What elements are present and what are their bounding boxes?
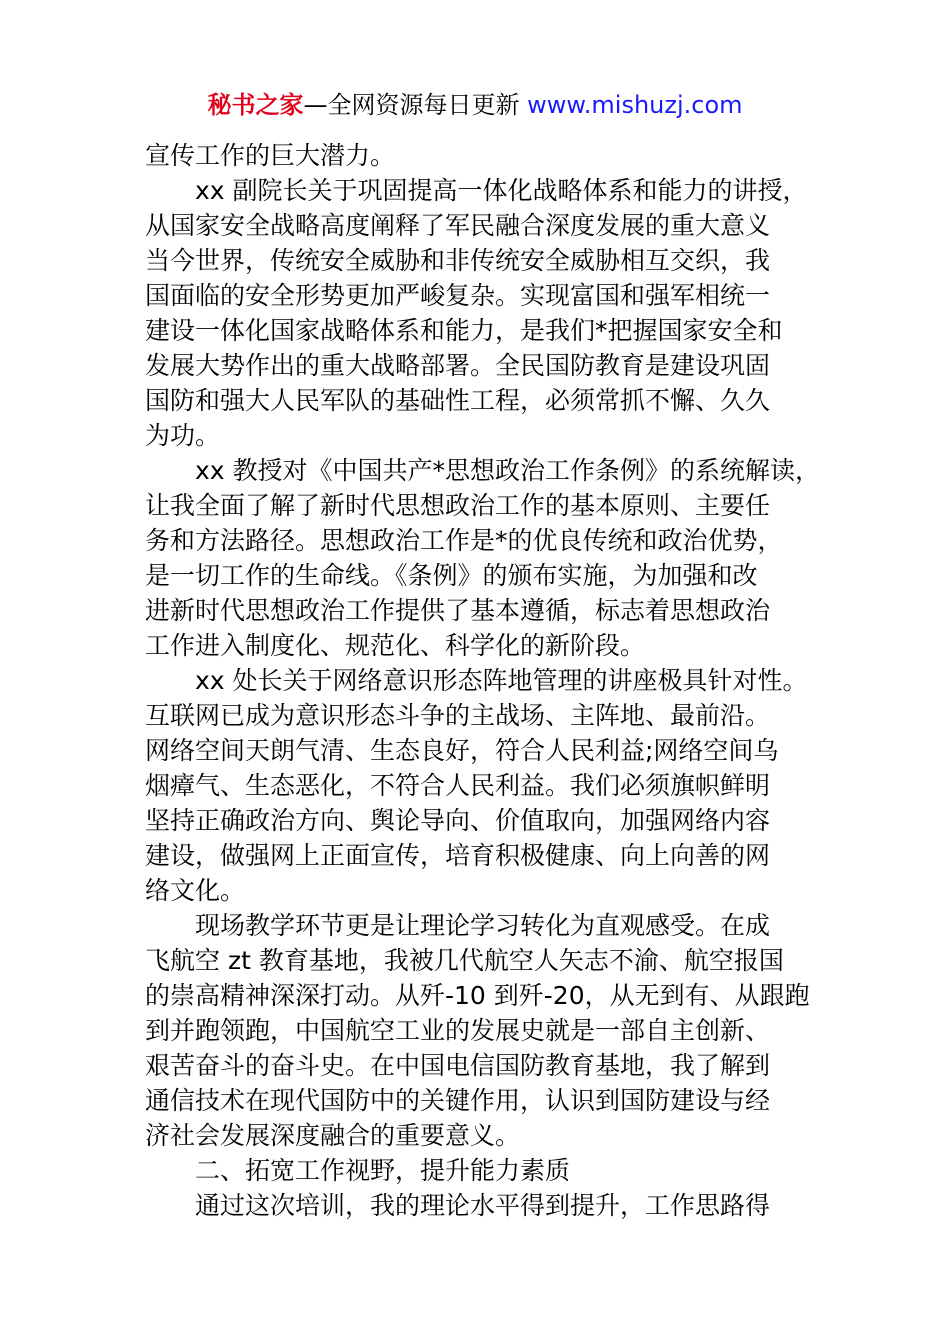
text-line: 宣传工作的巨大潜力。 [145, 141, 396, 170]
text-line: 络文化。 [145, 876, 246, 905]
text-line: 进新时代思想政治工作提供了基本遵循，标志着思想政治 [145, 596, 771, 625]
text-line: 现场教学环节更是让理论学习转化为直观感受。在成 [195, 911, 771, 940]
text-line: 烟瘴气、生态恶化，不符合人民利益。我们必须旗帜鲜明 [145, 771, 771, 800]
text-line: 飞航空 zt 教育基地，我被几代航空人矢志不渝、航空报国 [145, 946, 784, 975]
text-line: 建设一体化国家战略体系和能力，是我们*把握国家安全和 [145, 316, 783, 345]
text-line: 国防和强大人民军队的基础性工程，必须常抓不懈、久久 [145, 386, 771, 415]
text-line: xx 教授对《中国共产*思想政治工作条例》的系统解读， [195, 456, 821, 485]
text-line: 艰苦奋斗的奋斗史。在中国电信国防教育基地，我了解到 [145, 1051, 771, 1080]
document-body [145, 138, 821, 1223]
site-brand: 秘书之家 [207, 91, 304, 119]
site-url-link[interactable]: www.mishuzj.com [527, 91, 743, 119]
text-line: 通过这次培训，我的理论水平得到提升，工作思路得 [195, 1191, 771, 1220]
section-heading: 二、拓宽工作视野，提升能力素质 [195, 1156, 571, 1185]
text-line: 互联网已成为意识形态斗争的主战场、主阵地、最前沿。 [145, 701, 771, 730]
text-line: 从国家安全战略高度阐释了军民融合深度发展的重大意义 [145, 211, 771, 240]
text-line: 网络空间天朗气清、生态良好，符合人民利益;网络空间乌 [145, 736, 779, 765]
text-line: xx 处长关于网络意识形态阵地管理的讲座极具针对性。 [195, 666, 808, 695]
text-line: xx 副院长关于巩固提高一体化战略体系和能力的讲授， [195, 176, 808, 205]
text-line: 通信技术在现代国防中的关键作用，认识到国防建设与经 [145, 1086, 771, 1115]
site-header [0, 88, 950, 122]
text-line: 是一切工作的生命线。《条例》的颁布实施，为加强和改 [145, 561, 758, 590]
text-line: 当今世界，传统安全威胁和非传统安全威胁相互交织，我 [145, 246, 771, 275]
text-line: 国面临的安全形势更加严峻复杂。实现富国和强军相统一 [145, 281, 771, 310]
text-line: 务和方法路径。思想政治工作是*的优良传统和政治优势， [145, 526, 783, 555]
text-line: 工作进入制度化、规范化、科学化的新阶段。 [145, 631, 646, 660]
text-line: 让我全面了解了新时代思想政治工作的基本原则、主要任 [145, 491, 771, 520]
text-line: 坚持正确政治方向、舆论导向、价值取向，加强网络内容 [145, 806, 771, 835]
text-line: 发展大势作出的重大战略部署。全民国防教育是建设巩固 [145, 351, 771, 380]
text-line: 建设，做强网上正面宣传，培育积极健康、向上向善的网 [145, 841, 771, 870]
text-line: 济社会发展深度融合的重要意义。 [145, 1121, 521, 1150]
site-tagline: —全网资源每日更新 [303, 91, 528, 119]
text-line: 的崇高精神深深打动。从歼-10 到歼-20，从无到有、从跟跑 [145, 981, 810, 1010]
text-line: 到并跑领跑，中国航空工业的发展史就是一部自主创新、 [145, 1016, 771, 1045]
text-line: 为功。 [145, 421, 221, 450]
